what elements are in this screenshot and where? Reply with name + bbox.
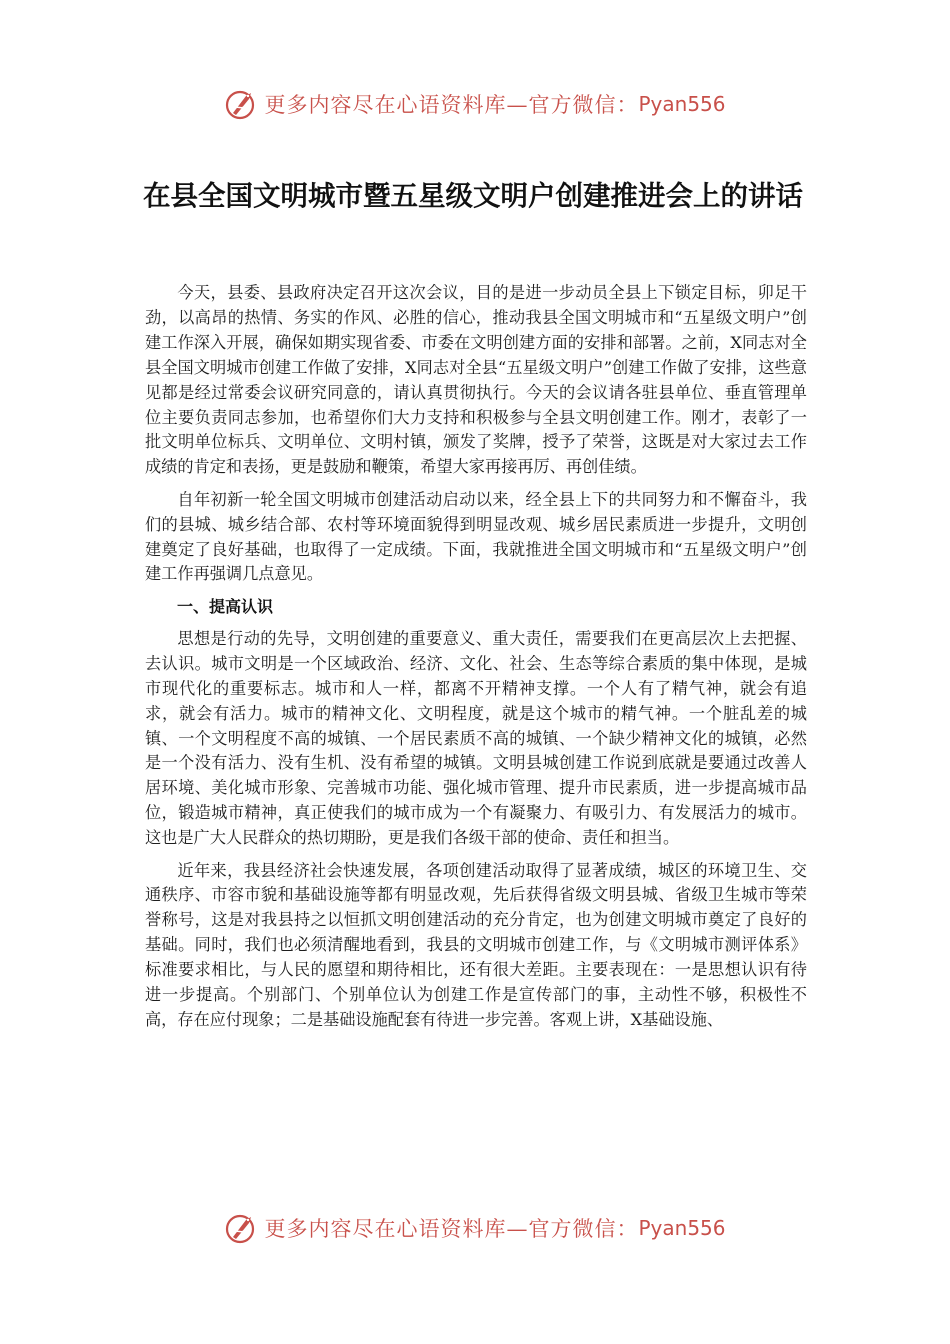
document-body: [145, 281, 807, 1040]
pen-nib-icon: [224, 1211, 258, 1245]
body-paragraph: 思想是行动的先导，文明创建的重要意义、重大责任，需要我们在更高层次上去把握、去认识。城市文明是一个区域政治、经济、文化、社会、生态等综合素质的集中体现，是城市现代化的重要标志。城市和人一样，都离不开精神支撑。一个人有了精气神，就会有追求，就会有活力。城市的精神文化、文明程度，就是这个城市的精气神。一个脏乱差的城镇、一个文明程度不高的城镇、一个居民素质不高的城镇、一个缺少精神文化的城镇，必然是一个没有活力、没有生机、没有希望的城镇。文明县城创建工作说到底就是要通过改善人居环境、美化城市形象、完善城市功能、强化城市管理、提升市民素质，进一步提高城市品位，锻造城市精神，真正使我们的城市成为一个有凝聚力、有吸引力、有发展活力的城市。这也是广大人民群众的热切期盼，更是我们各级干部的使命、责任和担当。: [145, 628, 807, 848]
banner-text: 更多内容尽在心语资料库—官方微信：: [264, 1217, 639, 1241]
banner-wechat-id: Pyan556: [638, 92, 726, 116]
section-heading: 一、提高认识: [177, 596, 274, 616]
body-paragraph: 近年来，我县经济社会快速发展，各项创建活动取得了显著成绩，城区的环境卫生、交通秩序、市容市貌和基础设施等都有明显改观，先后获得省级文明县城、省级卫生城市等荣誉称号，这是对我县持之以恒抓文明创建活动的充分肯定，也为创建文明城市奠定了良好的基础。同时，我们也必须清醒地看到，我县的文明城市创建工作，与《文明城市测评体系》标准要求相比，与人民的愿望和期待相比，还有很大差距。主要表现在：一是思想认识有待进一步提高。个别部门、个别单位认为创建工作是宣传部门的事，主动性不够，积极性不高，存在应付现象；二是基础设施配套有待进一步完善。客观上讲，X基础设施、: [145, 860, 807, 1029]
body-paragraph: 今天，县委、县政府决定召开这次会议，目的是进一步动员全县上下锁定目标，卯足干劲，以高昂的热情、务实的作风、必胜的信心，推动我县全国文明城市和“五星级文明户”创建工作深入开展，确保如期实现省委、市委在文明创建方面的安排和部署。之前，X同志对全县全国文明城市创建工作做了安排，X同志对全县“五星级文明户”创建工作做了安排，这些意见都是经过常委会议研究同意的，请认真贯彻执行。今天的会议请各驻县单位、垂直管理单位主要负责同志参加，也希望你们大力支持和积极参与全县文明创建工作。刚才，表彰了一批文明单位标兵、文明单位、文明村镇，颁发了奖牌，授予了荣誉，这既是对大家过去工作成绩的肯定和表扬，更是鼓励和鞭策，希望大家再接再厉、再创佳绩。: [145, 283, 807, 477]
banner-text: 更多内容尽在心语资料库—官方微信：: [264, 93, 639, 117]
document-title: 在县全国文明城市暨五星级文明户创建推进会上的讲话: [143, 180, 803, 212]
pen-nib-icon: [224, 87, 258, 121]
header-banner: [0, 82, 950, 126]
banner-wechat-id: Pyan556: [638, 1216, 726, 1240]
footer-banner: [0, 1206, 950, 1250]
body-paragraph: 自年初新一轮全国文明城市创建活动启动以来，经全县上下的共同努力和不懈奋斗，我们的县城、城乡结合部、农村等环境面貌得到明显改观、城乡居民素质进一步提升，文明创建奠定了良好基础，也取得了一定成绩。下面，我就推进全国文明城市和“五星级文明户”创建工作再强调几点意见。: [145, 489, 807, 584]
